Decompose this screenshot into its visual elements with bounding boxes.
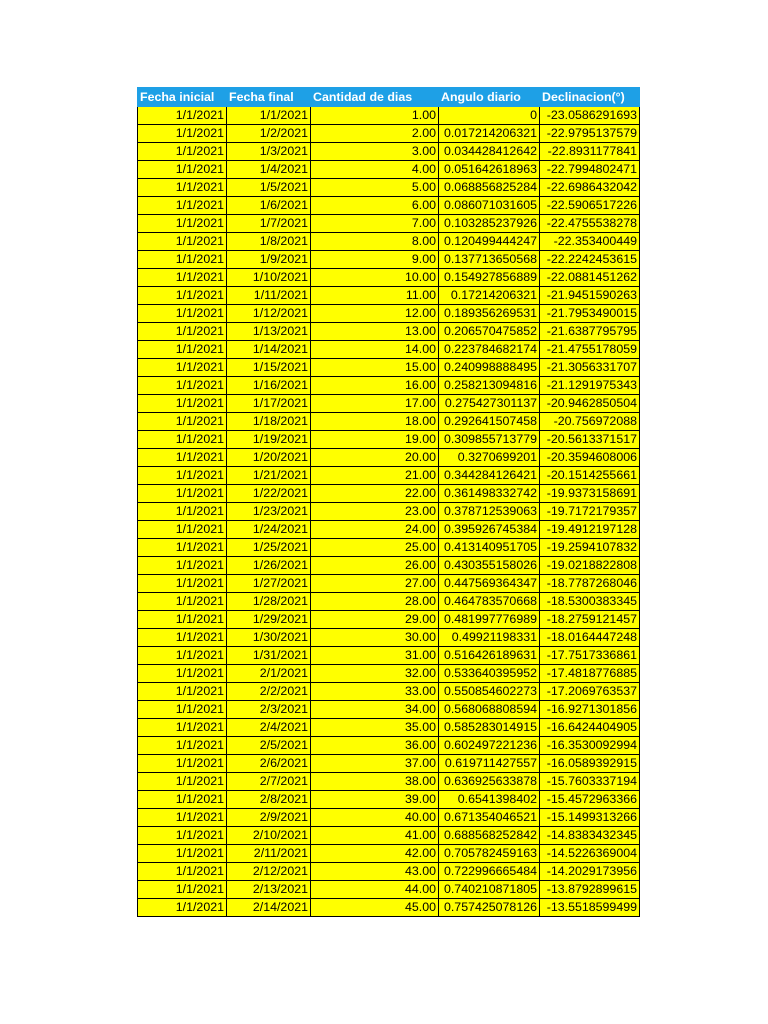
cell-cantidad-de-dias[interactable]: 6.00 [311,197,439,215]
cell-cantidad-de-dias[interactable]: 38.00 [311,773,439,791]
cell-fecha-inicial[interactable]: 1/1/2021 [138,107,227,125]
cell-fecha-inicial[interactable]: 1/1/2021 [138,503,227,521]
cell-fecha-final[interactable]: 1/19/2021 [227,431,311,449]
cell-angulo-diario[interactable]: 0.740210871805 [439,881,540,899]
table-row [138,269,640,287]
cell-cantidad-de-dias[interactable]: 30.00 [311,629,439,647]
cell-fecha-inicial[interactable]: 1/1/2021 [138,143,227,161]
cell-declinacion[interactable]: -19.7172179357 [540,503,640,521]
table-row [138,233,640,251]
cell-cantidad-de-dias[interactable]: 10.00 [311,269,439,287]
cell-cantidad-de-dias[interactable]: 9.00 [311,251,439,269]
cell-angulo-diario[interactable]: 0.189356269531 [439,305,540,323]
table-row [138,395,640,413]
cell-cantidad-de-dias[interactable]: 32.00 [311,665,439,683]
cell-fecha-inicial[interactable]: 1/1/2021 [138,539,227,557]
cell-angulo-diario[interactable]: 0.722996665484 [439,863,540,881]
header-angulo-diario[interactable]: Angulo diario [439,88,540,107]
table-row [138,359,640,377]
table-row [138,467,640,485]
cell-cantidad-de-dias[interactable]: 17.00 [311,395,439,413]
cell-fecha-inicial[interactable]: 1/1/2021 [138,899,227,917]
cell-declinacion[interactable]: -22.5906517226 [540,197,640,215]
cell-fecha-final[interactable]: 2/2/2021 [227,683,311,701]
cell-declinacion[interactable]: -20.5613371517 [540,431,640,449]
table-header [138,88,640,107]
cell-angulo-diario[interactable]: 0.223784682174 [439,341,540,359]
cell-declinacion[interactable]: -17.7517336861 [540,647,640,665]
table-row [138,215,640,233]
cell-fecha-inicial[interactable]: 1/1/2021 [138,377,227,395]
cell-declinacion[interactable]: -13.8792899615 [540,881,640,899]
cell-declinacion[interactable]: -21.7953490015 [540,305,640,323]
cell-declinacion[interactable]: -22.353400449 [540,233,640,251]
cell-cantidad-de-dias[interactable]: 29.00 [311,611,439,629]
table-row [138,377,640,395]
cell-angulo-diario[interactable]: 0.258213094816 [439,377,540,395]
cell-cantidad-de-dias[interactable]: 22.00 [311,485,439,503]
declination-table [137,87,640,917]
cell-angulo-diario[interactable]: 0.275427301137 [439,395,540,413]
table-row [138,737,640,755]
cell-angulo-diario[interactable]: 0.086071031605 [439,197,540,215]
cell-fecha-final[interactable]: 1/27/2021 [227,575,311,593]
table-row [138,611,640,629]
cell-fecha-final[interactable]: 1/1/2021 [227,107,311,125]
table-row [138,341,640,359]
cell-fecha-final[interactable]: 1/14/2021 [227,341,311,359]
cell-declinacion[interactable]: -19.2594107832 [540,539,640,557]
cell-declinacion[interactable]: -22.7994802471 [540,161,640,179]
table-row [138,449,640,467]
cell-angulo-diario[interactable]: 0.533640395952 [439,665,540,683]
cell-angulo-diario[interactable]: 0.137713650568 [439,251,540,269]
cell-fecha-final[interactable]: 1/15/2021 [227,359,311,377]
cell-declinacion[interactable]: -22.2242453615 [540,251,640,269]
cell-angulo-diario[interactable]: 0.344284126421 [439,467,540,485]
cell-cantidad-de-dias[interactable]: 41.00 [311,827,439,845]
cell-cantidad-de-dias[interactable]: 44.00 [311,881,439,899]
cell-cantidad-de-dias[interactable]: 37.00 [311,755,439,773]
cell-fecha-inicial[interactable]: 1/1/2021 [138,863,227,881]
cell-declinacion[interactable]: -21.4755178059 [540,341,640,359]
cell-cantidad-de-dias[interactable]: 42.00 [311,845,439,863]
cell-declinacion[interactable]: -22.0881451262 [540,269,640,287]
cell-declinacion[interactable]: -22.4755538278 [540,215,640,233]
cell-angulo-diario[interactable]: 0.568068808594 [439,701,540,719]
table-row [138,881,640,899]
cell-declinacion[interactable]: -15.1499313266 [540,809,640,827]
cell-fecha-inicial[interactable]: 1/1/2021 [138,611,227,629]
table-row [138,593,640,611]
cell-cantidad-de-dias[interactable]: 43.00 [311,863,439,881]
cell-fecha-final[interactable]: 2/9/2021 [227,809,311,827]
header-cantidad-de-dias[interactable]: Cantidad de dias [311,88,439,107]
cell-fecha-inicial[interactable]: 1/1/2021 [138,845,227,863]
cell-declinacion[interactable]: -20.1514255661 [540,467,640,485]
cell-angulo-diario[interactable]: 0.671354046521 [439,809,540,827]
cell-fecha-final[interactable]: 2/13/2021 [227,881,311,899]
cell-fecha-final[interactable]: 1/18/2021 [227,413,311,431]
cell-cantidad-de-dias[interactable]: 40.00 [311,809,439,827]
header-declinacion[interactable]: Declinacion(°) [540,88,640,107]
cell-fecha-inicial[interactable]: 1/1/2021 [138,359,227,377]
cell-angulo-diario[interactable]: 0.550854602273 [439,683,540,701]
cell-angulo-diario[interactable]: 0.757425078126 [439,899,540,917]
cell-cantidad-de-dias[interactable]: 45.00 [311,899,439,917]
cell-cantidad-de-dias[interactable]: 1.00 [311,107,439,125]
cell-fecha-final[interactable]: 2/11/2021 [227,845,311,863]
cell-fecha-inicial[interactable]: 1/1/2021 [138,683,227,701]
cell-fecha-inicial[interactable]: 1/1/2021 [138,881,227,899]
cell-fecha-final[interactable]: 1/25/2021 [227,539,311,557]
cell-fecha-final[interactable]: 1/24/2021 [227,521,311,539]
cell-cantidad-de-dias[interactable]: 26.00 [311,557,439,575]
cell-declinacion[interactable]: -20.9462850504 [540,395,640,413]
cell-angulo-diario[interactable]: 0.516426189631 [439,647,540,665]
cell-fecha-final[interactable]: 2/5/2021 [227,737,311,755]
cell-declinacion[interactable]: -20.756972088 [540,413,640,431]
cell-cantidad-de-dias[interactable]: 23.00 [311,503,439,521]
cell-cantidad-de-dias[interactable]: 36.00 [311,737,439,755]
cell-fecha-inicial[interactable]: 1/1/2021 [138,485,227,503]
cell-cantidad-de-dias[interactable]: 24.00 [311,521,439,539]
cell-angulo-diario[interactable]: 0 [439,107,540,125]
table-row [138,521,640,539]
cell-fecha-inicial[interactable]: 1/1/2021 [138,341,227,359]
cell-angulo-diario[interactable]: 0.378712539063 [439,503,540,521]
cell-fecha-final[interactable]: 1/3/2021 [227,143,311,161]
cell-fecha-inicial[interactable]: 1/1/2021 [138,665,227,683]
cell-fecha-inicial[interactable]: 1/1/2021 [138,161,227,179]
cell-cantidad-de-dias[interactable]: 33.00 [311,683,439,701]
cell-angulo-diario[interactable]: 0.636925633878 [439,773,540,791]
table-row [138,719,640,737]
cell-fecha-inicial[interactable]: 1/1/2021 [138,629,227,647]
cell-angulo-diario[interactable]: 0.430355158026 [439,557,540,575]
cell-angulo-diario[interactable]: 0.309855713779 [439,431,540,449]
cell-cantidad-de-dias[interactable]: 21.00 [311,467,439,485]
cell-declinacion[interactable]: -16.3530092994 [540,737,640,755]
cell-fecha-final[interactable]: 1/9/2021 [227,251,311,269]
cell-angulo-diario[interactable]: 0.705782459163 [439,845,540,863]
cell-angulo-diario[interactable]: 0.481997776989 [439,611,540,629]
cell-fecha-final[interactable]: 2/12/2021 [227,863,311,881]
cell-declinacion[interactable]: -22.8931177841 [540,143,640,161]
cell-fecha-final[interactable]: 1/11/2021 [227,287,311,305]
cell-fecha-inicial[interactable]: 1/1/2021 [138,323,227,341]
cell-fecha-inicial[interactable]: 1/1/2021 [138,269,227,287]
cell-fecha-inicial[interactable]: 1/1/2021 [138,179,227,197]
cell-fecha-final[interactable]: 1/30/2021 [227,629,311,647]
cell-cantidad-de-dias[interactable]: 35.00 [311,719,439,737]
cell-fecha-final[interactable]: 1/21/2021 [227,467,311,485]
table-row [138,179,640,197]
cell-angulo-diario[interactable]: 0.3270699201 [439,449,540,467]
table-row [138,143,640,161]
cell-angulo-diario[interactable]: 0.103285237926 [439,215,540,233]
cell-declinacion[interactable]: -23.0586291693 [540,107,640,125]
cell-cantidad-de-dias[interactable]: 34.00 [311,701,439,719]
cell-fecha-final[interactable]: 2/3/2021 [227,701,311,719]
cell-cantidad-de-dias[interactable]: 19.00 [311,431,439,449]
cell-fecha-inicial[interactable]: 1/1/2021 [138,215,227,233]
cell-cantidad-de-dias[interactable]: 5.00 [311,179,439,197]
cell-declinacion[interactable]: -16.9271301856 [540,701,640,719]
cell-fecha-inicial[interactable]: 1/1/2021 [138,395,227,413]
cell-angulo-diario[interactable]: 0.17214206321 [439,287,540,305]
cell-fecha-inicial[interactable]: 1/1/2021 [138,791,227,809]
cell-declinacion[interactable]: -16.0589392915 [540,755,640,773]
cell-declinacion[interactable]: -19.4912197128 [540,521,640,539]
cell-fecha-final[interactable]: 1/20/2021 [227,449,311,467]
table-row [138,107,640,125]
cell-cantidad-de-dias[interactable]: 20.00 [311,449,439,467]
cell-angulo-diario[interactable]: 0.464783570668 [439,593,540,611]
cell-cantidad-de-dias[interactable]: 4.00 [311,161,439,179]
cell-cantidad-de-dias[interactable]: 11.00 [311,287,439,305]
table-row [138,899,640,917]
cell-cantidad-de-dias[interactable]: 16.00 [311,377,439,395]
cell-cantidad-de-dias[interactable]: 27.00 [311,575,439,593]
cell-fecha-final[interactable]: 2/10/2021 [227,827,311,845]
cell-fecha-final[interactable]: 1/7/2021 [227,215,311,233]
table-row [138,485,640,503]
header-fecha-final[interactable]: Fecha final [227,88,311,107]
cell-angulo-diario[interactable]: 0.585283014915 [439,719,540,737]
cell-declinacion[interactable]: -21.1291975343 [540,377,640,395]
cell-declinacion[interactable]: -15.7603337194 [540,773,640,791]
cell-declinacion[interactable]: -19.9373158691 [540,485,640,503]
cell-cantidad-de-dias[interactable]: 3.00 [311,143,439,161]
cell-fecha-final[interactable]: 2/4/2021 [227,719,311,737]
table-row [138,863,640,881]
cell-fecha-final[interactable]: 2/6/2021 [227,755,311,773]
cell-fecha-final[interactable]: 2/1/2021 [227,665,311,683]
cell-fecha-final[interactable]: 1/6/2021 [227,197,311,215]
cell-fecha-inicial[interactable]: 1/1/2021 [138,413,227,431]
cell-angulo-diario[interactable]: 0.240998888495 [439,359,540,377]
cell-fecha-final[interactable]: 1/4/2021 [227,161,311,179]
cell-fecha-inicial[interactable]: 1/1/2021 [138,521,227,539]
cell-fecha-inicial[interactable]: 1/1/2021 [138,557,227,575]
cell-cantidad-de-dias[interactable]: 13.00 [311,323,439,341]
cell-fecha-inicial[interactable]: 1/1/2021 [138,431,227,449]
cell-declinacion[interactable]: -17.2069763537 [540,683,640,701]
cell-fecha-inicial[interactable]: 1/1/2021 [138,719,227,737]
table-row [138,251,640,269]
cell-fecha-final[interactable]: 1/29/2021 [227,611,311,629]
cell-fecha-inicial[interactable]: 1/1/2021 [138,755,227,773]
cell-fecha-final[interactable]: 1/28/2021 [227,593,311,611]
cell-fecha-final[interactable]: 1/23/2021 [227,503,311,521]
cell-fecha-inicial[interactable]: 1/1/2021 [138,593,227,611]
table-row [138,755,640,773]
cell-angulo-diario[interactable]: 0.120499444247 [439,233,540,251]
cell-angulo-diario[interactable]: 0.051642618963 [439,161,540,179]
table-row [138,827,640,845]
table-row [138,305,640,323]
cell-fecha-final[interactable]: 1/13/2021 [227,323,311,341]
cell-cantidad-de-dias[interactable]: 8.00 [311,233,439,251]
table-body [138,107,640,917]
cell-angulo-diario[interactable]: 0.6541398402 [439,791,540,809]
cell-fecha-inicial[interactable]: 1/1/2021 [138,125,227,143]
cell-fecha-inicial[interactable]: 1/1/2021 [138,233,227,251]
cell-fecha-final[interactable]: 2/14/2021 [227,899,311,917]
cell-declinacion[interactable]: -18.0164447248 [540,629,640,647]
cell-angulo-diario[interactable]: 0.292641507458 [439,413,540,431]
cell-declinacion[interactable]: -18.5300383345 [540,593,640,611]
cell-fecha-final[interactable]: 1/16/2021 [227,377,311,395]
cell-declinacion[interactable]: -16.6424404905 [540,719,640,737]
table-row [138,701,640,719]
table-row [138,665,640,683]
table-row [138,557,640,575]
cell-declinacion[interactable]: -19.0218822808 [540,557,640,575]
table-row [138,773,640,791]
cell-cantidad-de-dias[interactable]: 7.00 [311,215,439,233]
cell-cantidad-de-dias[interactable]: 28.00 [311,593,439,611]
table-row [138,647,640,665]
cell-fecha-inicial[interactable]: 1/1/2021 [138,809,227,827]
table-row [138,629,640,647]
cell-declinacion[interactable]: -14.2029173956 [540,863,640,881]
cell-cantidad-de-dias[interactable]: 39.00 [311,791,439,809]
cell-angulo-diario[interactable]: 0.017214206321 [439,125,540,143]
cell-declinacion[interactable]: -14.5226369004 [540,845,640,863]
cell-fecha-final[interactable]: 1/8/2021 [227,233,311,251]
cell-cantidad-de-dias[interactable]: 18.00 [311,413,439,431]
table-row [138,809,640,827]
cell-declinacion[interactable]: -22.6986432042 [540,179,640,197]
table-row [138,287,640,305]
cell-declinacion[interactable]: -21.3056331707 [540,359,640,377]
cell-declinacion[interactable]: -21.9451590263 [540,287,640,305]
cell-cantidad-de-dias[interactable]: 25.00 [311,539,439,557]
cell-angulo-diario[interactable]: 0.413140951705 [439,539,540,557]
cell-declinacion[interactable]: -17.4818776885 [540,665,640,683]
table-row [138,503,640,521]
cell-declinacion[interactable]: -22.9795137579 [540,125,640,143]
cell-fecha-inicial[interactable]: 1/1/2021 [138,827,227,845]
cell-angulo-diario[interactable]: 0.154927856889 [439,269,540,287]
cell-cantidad-de-dias[interactable]: 31.00 [311,647,439,665]
cell-declinacion[interactable]: -13.5518599499 [540,899,640,917]
cell-angulo-diario[interactable]: 0.688568252842 [439,827,540,845]
cell-cantidad-de-dias[interactable]: 12.00 [311,305,439,323]
cell-cantidad-de-dias[interactable]: 15.00 [311,359,439,377]
cell-fecha-inicial[interactable]: 1/1/2021 [138,773,227,791]
table-row [138,791,640,809]
cell-fecha-inicial[interactable]: 1/1/2021 [138,737,227,755]
table-row [138,575,640,593]
cell-angulo-diario[interactable]: 0.034428412642 [439,143,540,161]
cell-declinacion[interactable]: -14.8383432345 [540,827,640,845]
cell-fecha-final[interactable]: 2/7/2021 [227,773,311,791]
header-row [138,88,640,107]
cell-angulo-diario[interactable]: 0.068856825284 [439,179,540,197]
cell-angulo-diario[interactable]: 0.395926745384 [439,521,540,539]
table-row [138,161,640,179]
cell-cantidad-de-dias[interactable]: 14.00 [311,341,439,359]
cell-fecha-inicial[interactable]: 1/1/2021 [138,305,227,323]
table-row [138,323,640,341]
cell-angulo-diario[interactable]: 0.602497221236 [439,737,540,755]
table-row [138,683,640,701]
cell-angulo-diario[interactable]: 0.447569364347 [439,575,540,593]
table-row [138,845,640,863]
cell-fecha-final[interactable]: 1/17/2021 [227,395,311,413]
cell-declinacion[interactable]: -18.2759121457 [540,611,640,629]
cell-declinacion[interactable]: -18.7787268046 [540,575,640,593]
cell-declinacion[interactable]: -21.6387795795 [540,323,640,341]
cell-fecha-inicial[interactable]: 1/1/2021 [138,575,227,593]
cell-angulo-diario[interactable]: 0.619711427557 [439,755,540,773]
cell-fecha-final[interactable]: 1/5/2021 [227,179,311,197]
cell-fecha-inicial[interactable]: 1/1/2021 [138,701,227,719]
cell-fecha-inicial[interactable]: 1/1/2021 [138,647,227,665]
cell-declinacion[interactable]: -15.4572963366 [540,791,640,809]
table-row [138,539,640,557]
cell-fecha-inicial[interactable]: 1/1/2021 [138,251,227,269]
cell-angulo-diario[interactable]: 0.206570475852 [439,323,540,341]
cell-fecha-inicial[interactable]: 1/1/2021 [138,449,227,467]
cell-cantidad-de-dias[interactable]: 2.00 [311,125,439,143]
cell-declinacion[interactable]: -20.3594608006 [540,449,640,467]
table-row [138,413,640,431]
table-row [138,431,640,449]
cell-fecha-inicial[interactable]: 1/1/2021 [138,287,227,305]
table-row [138,125,640,143]
cell-fecha-final[interactable]: 1/31/2021 [227,647,311,665]
cell-angulo-diario[interactable]: 0.361498332742 [439,485,540,503]
cell-fecha-final[interactable]: 1/22/2021 [227,485,311,503]
cell-fecha-inicial[interactable]: 1/1/2021 [138,467,227,485]
cell-fecha-final[interactable]: 1/10/2021 [227,269,311,287]
cell-fecha-inicial[interactable]: 1/1/2021 [138,197,227,215]
cell-fecha-final[interactable]: 1/2/2021 [227,125,311,143]
cell-angulo-diario[interactable]: 0.49921198331 [439,629,540,647]
cell-fecha-final[interactable]: 1/26/2021 [227,557,311,575]
table-row [138,197,640,215]
cell-fecha-final[interactable]: 1/12/2021 [227,305,311,323]
header-fecha-inicial[interactable]: Fecha inicial [138,88,227,107]
cell-fecha-final[interactable]: 2/8/2021 [227,791,311,809]
